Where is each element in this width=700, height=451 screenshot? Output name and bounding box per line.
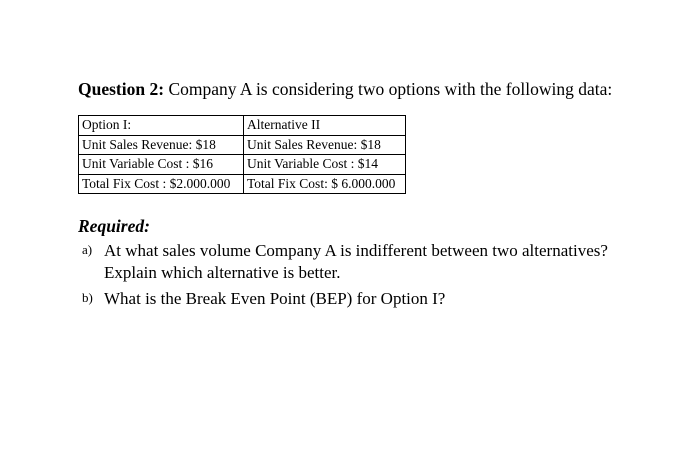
table-cell: Unit Sales Revenue: $18 <box>79 135 244 155</box>
table-row <box>79 155 406 175</box>
question-paragraph <box>78 78 618 101</box>
table-cell: Option I: <box>79 116 244 136</box>
table-row <box>79 116 406 136</box>
list-item-marker: b) <box>82 289 93 305</box>
list-item-marker: a) <box>82 242 93 258</box>
options-comparison-table <box>78 115 406 194</box>
table-row <box>79 174 406 194</box>
table-cell: Unit Variable Cost : $16 <box>79 155 244 175</box>
table-cell: Alternative II <box>244 116 406 136</box>
required-heading: Required: <box>78 216 150 237</box>
table-cell: Total Fix Cost : $2.000.000 <box>79 174 244 194</box>
list-item-text: At what sales volume Company A is indifferent between two alternatives? Explain which alternative is better. <box>104 241 608 283</box>
table-cell: Total Fix Cost: $ 6.000.000 <box>244 174 406 194</box>
table-cell: Unit Sales Revenue: $18 <box>244 135 406 155</box>
table-cell: Unit Variable Cost : $14 <box>244 155 406 175</box>
list-item <box>78 288 649 310</box>
table-row <box>79 135 406 155</box>
question-text: Company A is considering two options with the following data: <box>164 79 613 99</box>
question-label: Question 2: <box>78 79 165 99</box>
list-item <box>78 240 649 284</box>
list-item-text: What is the Break Even Point (BEP) for Option I? <box>104 288 446 308</box>
required-list <box>78 240 620 309</box>
